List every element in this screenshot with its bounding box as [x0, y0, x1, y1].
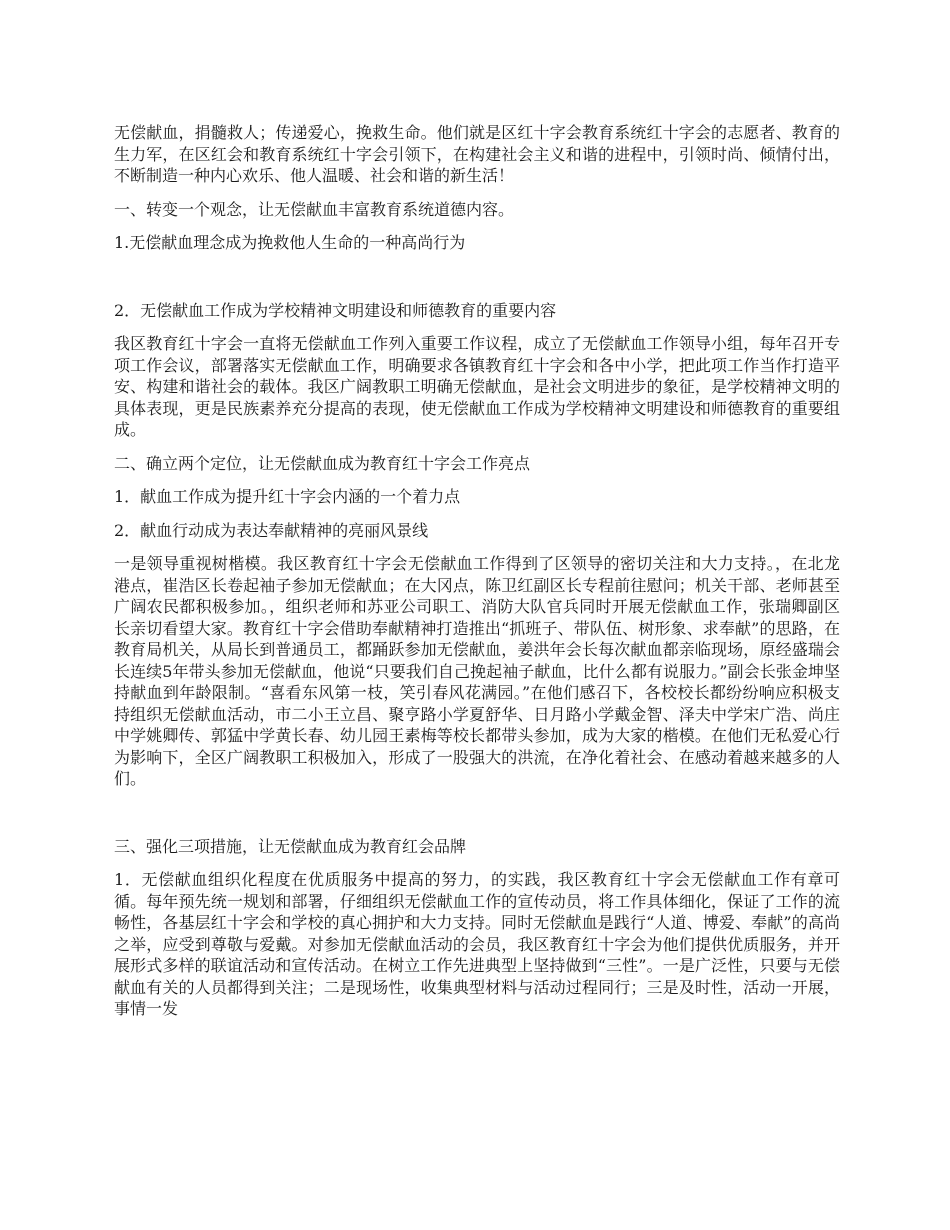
- body-paragraph-3: 1．无偿献血组织化程度在优质服务中提高的努力，的实践，我区教育红十字会无偿献血工作有章可循。每年预先统一规划和部署，仔细组织无偿献血工作的宣传动员，将工作具体细化，保证了工作的流畅性，各基层红十字会和学校的真心拥护和大力支持。同时无偿献血是践行“人道、博爱、奉献”的高尚之举，应受到尊敬与爱戴。对参加无偿献血活动的会员，我区教育红十字会为他们提供优质服务，并开展形式多样的联谊活动和宣传活动。在树立工作先进典型上坚持做到“三性”。一是广泛性，只要与无偿献血有关的人员都得到关注；二是现场性，收集典型材料与活动过程同行；三是及时性，活动一开展，事情一发: [114, 870, 840, 1018]
- document-body: [114, 122, 840, 1032]
- subheading-1-2: 2．无偿献血工作成为学校精神文明建设和师德教育的重要内容: [114, 300, 557, 320]
- section-heading-3: 三、强化三项措施，让无偿献血成为教育红会品牌: [114, 836, 467, 856]
- subheading-1-1: 1.无偿献血理念成为挽救他人生命的一种高尚行为: [114, 233, 466, 252]
- subheading-2-1: 1．献血工作成为提升红十字会内涵的一个着力点: [114, 487, 461, 506]
- body-paragraph-1: 我区教育红十字会一直将无偿献血工作列入重要工作议程，成立了无偿献血工作领导小组，每年召开专项工作会议，部署落实无偿献血工作，明确要求各镇教育红十字会和各中小学，把此项工作当作打造平安、构建和谐社会的载体。我区广阔教职工明确无偿献血，是社会文明进步的象征，是学校精神文明的具体表现，更是民族素养充分提高的表现，使无偿献血工作成为学校精神文明建设和师德教育的重要组成。: [114, 334, 840, 439]
- blank-space: [114, 266, 840, 300]
- intro-paragraph: 无偿献血，捐髓救人；传递爱心，挽救生命。他们就是区红十字会教育系统红十字会的志愿者、教育的生力军，在区红会和教育系统红十字会引领下，在构建社会主义和谐的进程中，引领时尚、倾情付出，不断制造一种内心欢乐、他人温暖、社会和谐的新生活！: [114, 123, 840, 185]
- section-heading-1: 一、转变一个观念，让无偿献血丰富教育系统道德内容。: [114, 199, 515, 219]
- blank-space: [114, 802, 840, 836]
- subheading-2-2: 2．献血行动成为表达奉献精神的亮丽风景线: [114, 520, 429, 540]
- body-paragraph-2: 一是领导重视树楷模。我区教育红十字会无偿献血工作得到了区领导的密切关注和大力支持。，在北龙港点，崔浩区长卷起袖子参加无偿献血；在大冈点，陈卫红副区长专程前往慰问；机关干部、老师甚至广阔农民都积极参加。，组织老师和苏亚公司职工、消防大队官兵同时开展无偿献血工作，张瑞卿副区长亲切看望大家。教育红十字会借助奉献精神打造推出“抓班子、带队伍、树形象、求奉献”的思路，在教育局机关，从局长到普通员工，都踊跃参加无偿献血，姜洪年会长每次献血都亲临现场，原经盛瑞会长连续5年带头参加无偿献血，他说“只要我们自己挽起袖子献血，比什么都有说服力。”副会长张金坤坚持献血到年龄限制。“喜看东风第一枝，笑引春风花满园。”在他们感召下，各校校长都纷纷响应积极支持组织无偿献血活动，市二小王立昌、聚亨路小学夏舒华、日月路小学戴金智、泽夫中学宋广浩、尚庄中学姚卿传、郭猛中学黄长春、幼儿园王素梅等校长都带头参加，成为大家的楷模。在他们无私爱心行为影响下，全区广阔教职工积极加入，形成了一股强大的洪流，在净化着社会、在感动着越来越多的人们。: [114, 554, 840, 788]
- section-heading-2: 二、确立两个定位，让无偿献血成为教育红十字会工作亮点: [114, 453, 531, 473]
